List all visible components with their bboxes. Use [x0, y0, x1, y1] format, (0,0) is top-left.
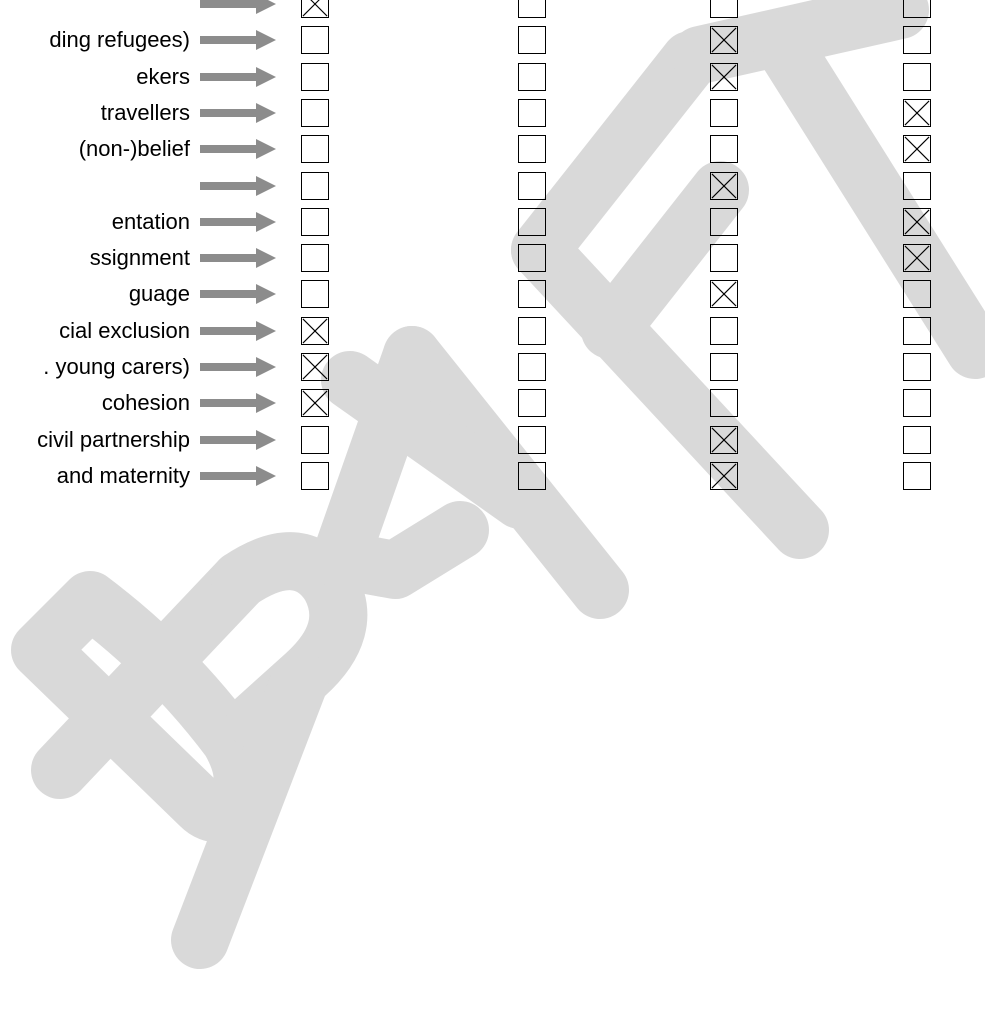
cross-mark-icon [711, 281, 737, 307]
checkbox-column-1[interactable] [301, 353, 329, 381]
cross-mark-icon [711, 463, 737, 489]
checkbox-column-2[interactable] [518, 389, 546, 417]
checkbox-column-3[interactable] [710, 280, 738, 308]
checkbox-column-4[interactable] [903, 63, 931, 91]
checklist-row [0, 26, 985, 54]
checkbox-column-4[interactable] [903, 462, 931, 490]
cross-mark-icon [302, 0, 328, 17]
right-arrow-icon [200, 430, 276, 450]
right-arrow-icon [200, 30, 276, 50]
row-label: guage [128, 281, 190, 307]
row-label: travellers [100, 99, 190, 125]
checkbox-column-1[interactable] [301, 244, 329, 272]
checkbox-column-2[interactable] [518, 462, 546, 490]
checkbox-column-1[interactable] [301, 317, 329, 345]
checkbox-column-1[interactable] [301, 208, 329, 236]
cross-mark-icon [711, 27, 737, 53]
checkbox-column-4[interactable] [903, 317, 931, 345]
right-arrow-icon [200, 103, 276, 123]
cross-mark-icon [711, 427, 737, 453]
checklist-row [0, 389, 985, 417]
checkbox-column-1[interactable] [301, 172, 329, 200]
checkbox-column-3[interactable] [710, 135, 738, 163]
checkbox-column-2[interactable] [518, 135, 546, 163]
checkbox-column-4[interactable] [903, 280, 931, 308]
row-label: ssignment [89, 245, 190, 271]
checklist-row [0, 63, 985, 91]
checkbox-column-2[interactable] [518, 26, 546, 54]
checkbox-column-1[interactable] [301, 462, 329, 490]
checkbox-column-4[interactable] [903, 426, 931, 454]
checkbox-column-2[interactable] [518, 280, 546, 308]
cross-mark-icon [904, 136, 930, 162]
row-label: cial exclusion [59, 317, 190, 343]
checkbox-column-3[interactable] [710, 63, 738, 91]
checklist-row [0, 135, 985, 163]
checkbox-column-3[interactable] [710, 389, 738, 417]
checkbox-column-4[interactable] [903, 208, 931, 236]
row-label: ekers [136, 63, 190, 89]
checklist-row [0, 0, 985, 18]
checkbox-column-4[interactable] [903, 172, 931, 200]
checkbox-column-2[interactable] [518, 99, 546, 127]
checkbox-column-2[interactable] [518, 317, 546, 345]
row-label: . young carers) [43, 354, 190, 379]
row-label: civil partnership [37, 426, 190, 452]
checkbox-column-2[interactable] [518, 0, 546, 18]
right-arrow-icon [200, 139, 276, 159]
checkbox-column-3[interactable] [710, 172, 738, 200]
checkbox-column-3[interactable] [710, 0, 738, 18]
row-label: cohesion [101, 390, 190, 416]
checkbox-column-4[interactable] [903, 26, 931, 54]
cross-mark-icon [904, 209, 930, 235]
row-label: ding refugees) [49, 27, 190, 53]
checklist-row [0, 353, 985, 381]
checklist-row [0, 280, 985, 308]
checkbox-column-4[interactable] [903, 135, 931, 163]
checkbox-column-3[interactable] [710, 426, 738, 454]
checkbox-column-4[interactable] [903, 353, 931, 381]
checkbox-column-4[interactable] [903, 0, 931, 18]
checkbox-column-1[interactable] [301, 280, 329, 308]
checklist-row [0, 99, 985, 127]
checkbox-column-1[interactable] [301, 99, 329, 127]
checkbox-column-3[interactable] [710, 99, 738, 127]
checkbox-column-3[interactable] [710, 244, 738, 272]
checklist-row [0, 462, 985, 490]
right-arrow-icon [200, 321, 276, 341]
checkbox-column-2[interactable] [518, 208, 546, 236]
checkbox-column-2[interactable] [518, 426, 546, 454]
checkbox-column-3[interactable] [710, 26, 738, 54]
checkbox-column-3[interactable] [710, 353, 738, 381]
cross-mark-icon [302, 354, 328, 380]
checklist-row [0, 426, 985, 454]
checklist-row [0, 317, 985, 345]
checklist-row [0, 244, 985, 272]
right-arrow-icon [200, 248, 276, 268]
checkbox-column-1[interactable] [301, 135, 329, 163]
checkbox-column-3[interactable] [710, 317, 738, 345]
checkbox-column-1[interactable] [301, 389, 329, 417]
checkbox-column-1[interactable] [301, 63, 329, 91]
checklist-row [0, 208, 985, 236]
right-arrow-icon [200, 393, 276, 413]
checkbox-column-2[interactable] [518, 63, 546, 91]
cross-mark-icon [904, 245, 930, 271]
right-arrow-icon [200, 212, 276, 232]
checkbox-column-4[interactable] [903, 244, 931, 272]
right-arrow-icon [200, 176, 276, 196]
row-label: (non-)belief [78, 136, 190, 162]
right-arrow-icon [200, 466, 276, 486]
checklist-row [0, 172, 985, 200]
checkbox-column-3[interactable] [710, 462, 738, 490]
right-arrow-icon [200, 67, 276, 87]
checkbox-column-1[interactable] [301, 426, 329, 454]
cross-mark-icon [302, 318, 328, 344]
cross-mark-icon [711, 173, 737, 199]
checkbox-column-4[interactable] [903, 389, 931, 417]
cross-mark-icon [904, 100, 930, 126]
cross-mark-icon [711, 64, 737, 90]
right-arrow-icon [200, 0, 276, 14]
checkbox-column-4[interactable] [903, 99, 931, 127]
checkbox-column-1[interactable] [301, 0, 329, 18]
checkbox-column-2[interactable] [518, 172, 546, 200]
checkbox-column-1[interactable] [301, 26, 329, 54]
checkbox-column-3[interactable] [710, 208, 738, 236]
checkbox-column-2[interactable] [518, 244, 546, 272]
right-arrow-icon [200, 284, 276, 304]
checkbox-column-2[interactable] [518, 353, 546, 381]
row-label: entation [111, 208, 190, 234]
cross-mark-icon [302, 390, 328, 416]
row-label: and maternity [56, 462, 190, 488]
right-arrow-icon [200, 357, 276, 377]
